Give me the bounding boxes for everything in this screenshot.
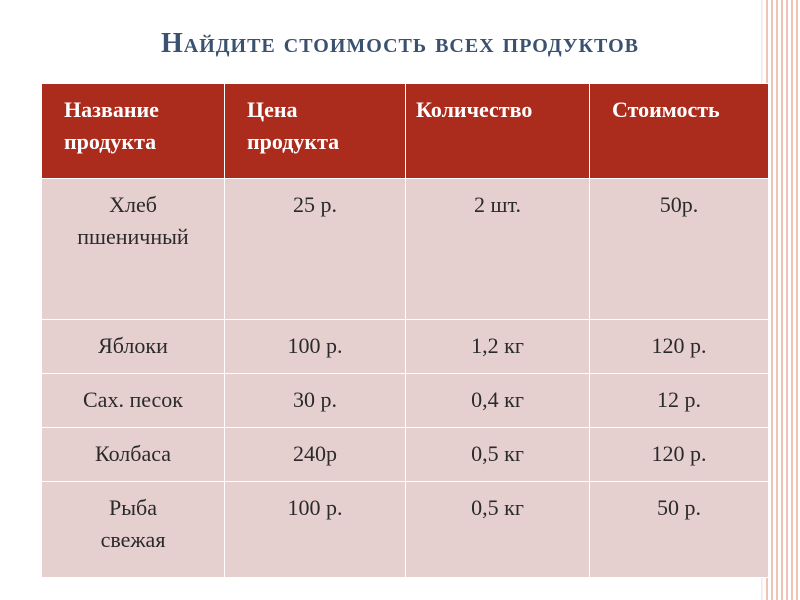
cell-cost: 120 р. — [590, 428, 769, 482]
cell-product-name: Яблоки — [42, 320, 225, 374]
cell-product-name: Рыба свежая — [42, 482, 225, 578]
slide-title: Найдите стоимость всех продуктов — [160, 28, 640, 59]
products-table — [41, 83, 769, 578]
cell-cost: 120 р. — [590, 320, 769, 374]
header-product-name: Название продукта — [42, 84, 225, 179]
header-cost: Стоимость — [590, 84, 769, 179]
cell-quantity: 0,5 кг — [406, 428, 590, 482]
cell-price: 100 р. — [225, 482, 406, 578]
cell-cost: 50р. — [590, 179, 769, 320]
cell-cost: 12 р. — [590, 374, 769, 428]
table-row — [42, 428, 769, 482]
table-row — [42, 320, 769, 374]
table-header-row — [42, 84, 769, 179]
cell-price: 100 р. — [225, 320, 406, 374]
cell-product-name: Хлеб пшеничный — [42, 179, 225, 320]
cell-price: 30 р. — [225, 374, 406, 428]
cell-quantity: 0,4 кг — [406, 374, 590, 428]
cell-price: 25 р. — [225, 179, 406, 320]
header-quantity: Количество — [406, 84, 590, 179]
cell-cost: 50 р. — [590, 482, 769, 578]
header-price: Цена продукта — [225, 84, 406, 179]
cell-quantity: 1,2 кг — [406, 320, 590, 374]
cell-quantity: 0,5 кг — [406, 482, 590, 578]
table-row — [42, 482, 769, 578]
cell-product-name: Колбаса — [42, 428, 225, 482]
table-row — [42, 374, 769, 428]
cell-price: 240р — [225, 428, 406, 482]
cell-product-name: Сах. песок — [42, 374, 225, 428]
cell-quantity: 2 шт. — [406, 179, 590, 320]
table-row — [42, 179, 769, 320]
